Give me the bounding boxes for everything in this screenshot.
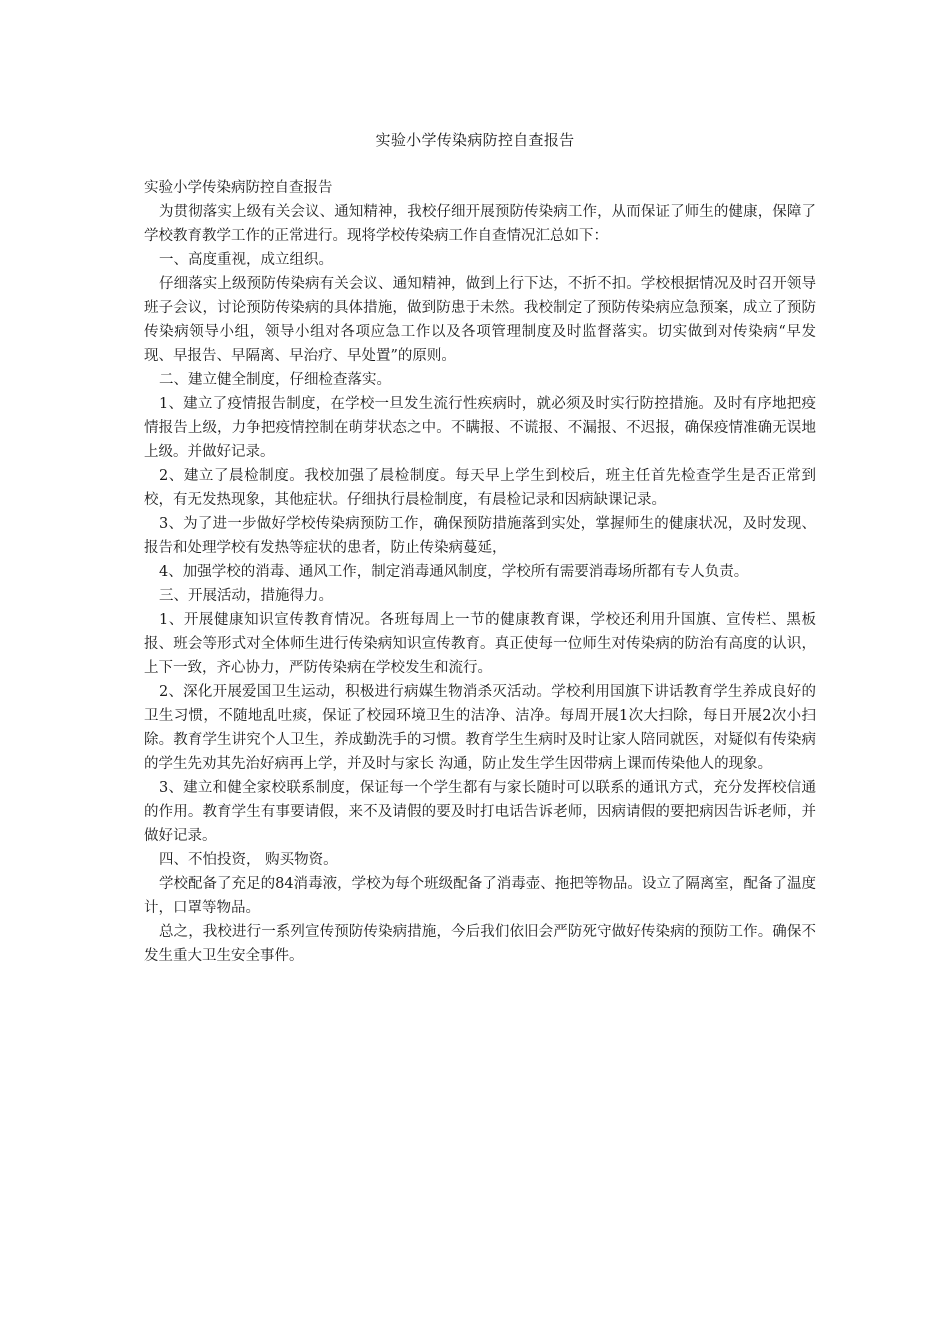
section-1-paragraph: 仔细落实上级预防传染病有关会议、通知精神，做到上行下达，不折不扣。学校根据情况及时召开领导班子会议，讨论预防传染病的具体措施，做到防患于未然。我校制定了预防传染病应急预案，成立了预防传染病领导小组，领导小组对各项应急工作以及各项管理制度及时监督落实。切实做到对传染病“早发现、早报告、早隔离、早治疗、早处置”的原则。: [144, 276, 816, 364]
section-4-paragraph: 学校配备了充足的84消毒液，学校为每个班级配备了消毒壶、拖把等物品。设立了隔离室，配备了温度计，口罩等物品。: [144, 876, 816, 916]
section-heading-2: 二、建立健全制度，仔细检查落实。: [159, 372, 391, 388]
section-heading-1: 一、高度重视，成立组织。: [159, 252, 333, 268]
section-3-item-3: 3、建立和健全家校联系制度，保证每一个学生都有与家长随时可以联系的通讯方式，充分发挥校信通的作用。教育学生有事要请假，来不及请假的要及时打电话告诉老师，因病请假的要把病因告诉老师，并做好记录。: [144, 780, 816, 844]
section-heading-4: 四、不怕投资， 购买物资。: [159, 852, 338, 868]
section-2-item-2: 2、建立了晨检制度。我校加强了晨检制度。每天早上学生到校后，班主任首先检查学生是否正常到校，有无发热现象，其他症状。仔细执行晨检制度，有晨检记录和因病缺课记录。: [144, 468, 816, 508]
page-title: 实验小学传染病防控自查报告: [375, 131, 575, 149]
document-body: [144, 176, 816, 968]
report-subtitle: 实验小学传染病防控自查报告: [144, 180, 333, 196]
section-2-item-3: 3、为了进一步做好学校传染病预防工作，确保预防措施落到实处，掌握师生的健康状况，及时发现、报告和处理学校有发热等症状的患者，防止传染病蔓延，: [144, 516, 816, 556]
section-3-item-1: 1、开展健康知识宣传教育情况。各班每周上一节的健康教育课，学校还利用升国旗、宣传栏、黑板报、班会等形式对全体师生进行传染病知识宣传教育。真正使每一位师生对传染病的防治有高度的认识，上下一致，齐心协力，严防传染病在学校发生和流行。: [144, 612, 816, 676]
section-2-item-1: 1、建立了疫情报告制度，在学校一旦发生流行性疾病时，就必须及时实行防控措施。及时有序地把疫情报告上级，力争把疫情控制在萌芽状态之中。不瞒报、不谎报、不漏报、不迟报，确保疫情准确无误地上级。并做好记录。: [144, 396, 816, 460]
conclusion-paragraph: 总之，我校进行一系列宣传预防传染病措施，今后我们依旧会严防死守做好传染病的预防工作。确保不发生重大卫生安全事件。: [144, 924, 816, 964]
intro-paragraph: 为贯彻落实上级有关会议、通知精神，我校仔细开展预防传染病工作，从而保证了师生的健康，保障了学校教育教学工作的正常进行。现将学校传染病工作自查情况汇总如下：: [144, 204, 816, 244]
section-3-item-2: 2、深化开展爱国卫生运动，积极进行病媒生物消杀灭活动。学校利用国旗下讲话教育学生养成良好的卫生习惯，不随地乱吐痰，保证了校园环境卫生的洁净、洁净。每周开展1次大扫除，每日开展2次小扫除。教育学生讲究个人卫生，养成勤洗手的习惯。教育学生生病时及时让家人陪同就医，对疑似有传染病的学生先劝其先治好病再上学，并及时与家长 沟通，防止发生学生因带病上课而传染他人的现象。: [144, 684, 816, 772]
section-heading-3: 三、开展活动，措施得力。: [159, 588, 333, 604]
section-2-item-4: 4、加强学校的消毒、通风工作，制定消毒通风制度，学校所有需要消毒场所都有专人负责。: [159, 564, 749, 580]
